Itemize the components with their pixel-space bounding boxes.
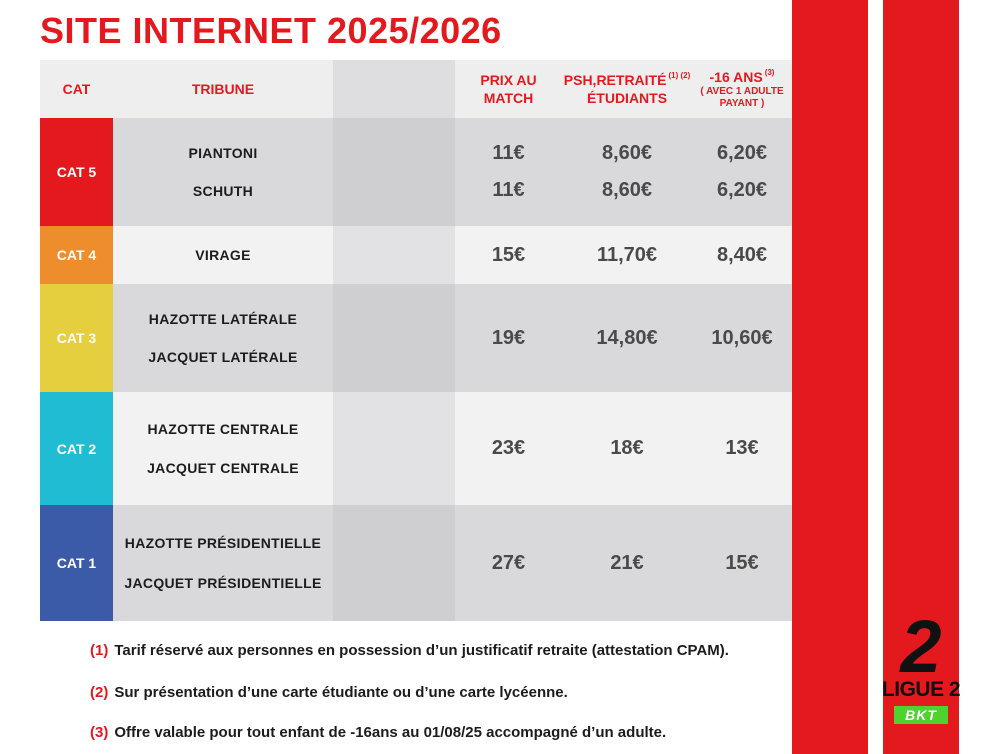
cat-label: CAT 1 bbox=[40, 505, 113, 621]
sponsor-badge: BKT bbox=[894, 706, 948, 724]
under16-price-cell: 10,60€ bbox=[692, 284, 792, 392]
psh-price-cell: 18€ bbox=[562, 392, 692, 505]
tribune-cell bbox=[113, 505, 333, 621]
under16-price-cell: 15€ bbox=[692, 505, 792, 621]
price-table bbox=[40, 60, 792, 621]
footnote-3: (3) Offre valable pour tout enfant de -16ans au 01/08/25 accompagné d’un adulte. bbox=[90, 724, 667, 741]
tribune-name: VIRAGE bbox=[195, 247, 251, 263]
tribune-name: SCHUTH bbox=[192, 182, 254, 199]
table-row bbox=[40, 505, 792, 621]
footnote-1: (1) Tarif réservé aux personnes en possession d’un justificatif retraite (attestation CPAM). bbox=[90, 642, 729, 659]
logo-name: LIGUE 2 bbox=[881, 678, 961, 701]
header-cat: CAT bbox=[62, 81, 91, 97]
under16-price-cell: 8,40€ bbox=[692, 226, 792, 284]
tribune-name: PIANTONI bbox=[188, 145, 258, 162]
price-cell: 15€ bbox=[455, 226, 562, 284]
tribune-name: JACQUET LATÉRALE bbox=[148, 348, 298, 365]
cat-label: CAT 4 bbox=[40, 226, 113, 284]
header-spacer bbox=[333, 60, 455, 118]
header-psh: PSH,RETRAITÉ $^{(1) (2)}$ ÉTUDIANTS bbox=[563, 71, 691, 106]
table-row bbox=[40, 284, 792, 392]
header-tribune: TRIBUNE bbox=[191, 81, 255, 97]
cat-label: CAT 2 bbox=[40, 392, 113, 505]
under16-price-cell: 6,20€ 6,20€ bbox=[692, 118, 792, 226]
tribune-name: HAZOTTE CENTRALE bbox=[147, 420, 299, 437]
price-cell: 11€ 11€ bbox=[455, 118, 562, 226]
red-stripe-left bbox=[792, 0, 868, 754]
header-under16: -16 ANS $^{(3)}$ ( AVEC 1 ADULTE PAYANT ) bbox=[700, 68, 784, 109]
tribune-name: JACQUET CENTRALE bbox=[147, 460, 299, 477]
table-row bbox=[40, 226, 792, 284]
under16-price-cell: 13€ bbox=[692, 392, 792, 505]
logo-number: 2 bbox=[900, 605, 942, 688]
tribune-cell bbox=[113, 226, 333, 284]
footnote-2: (2) Sur présentation d’une carte étudiante ou d’une carte lycéenne. bbox=[90, 684, 568, 701]
cat-label: CAT 5 bbox=[40, 118, 113, 226]
table-row bbox=[40, 118, 792, 226]
header-prix: PRIX AU MATCH bbox=[480, 72, 537, 106]
psh-price-cell: 8,60€ 8,60€ bbox=[562, 118, 692, 226]
tribune-name: HAZOTTE PRÉSIDENTIELLE bbox=[124, 534, 322, 551]
tribune-name: JACQUET PRÉSIDENTIELLE bbox=[124, 575, 322, 592]
price-cell: 19€ bbox=[455, 284, 562, 392]
price-cell: 23€ bbox=[455, 392, 562, 505]
psh-price-cell: 11,70€ bbox=[562, 226, 692, 284]
page-title: SITE INTERNET 2025/2026 bbox=[40, 10, 502, 51]
table-header bbox=[40, 60, 792, 118]
tribune-name: HAZOTTE LATÉRALE bbox=[148, 311, 298, 328]
tribune-cell bbox=[113, 284, 333, 392]
table-row bbox=[40, 392, 792, 505]
psh-price-cell: 14,80€ bbox=[562, 284, 692, 392]
cat-label: CAT 3 bbox=[40, 284, 113, 392]
tribune-cell bbox=[113, 392, 333, 505]
ligue2-logo bbox=[880, 605, 962, 730]
psh-price-cell: 21€ bbox=[562, 505, 692, 621]
price-cell: 27€ bbox=[455, 505, 562, 621]
tribune-cell bbox=[113, 118, 333, 226]
